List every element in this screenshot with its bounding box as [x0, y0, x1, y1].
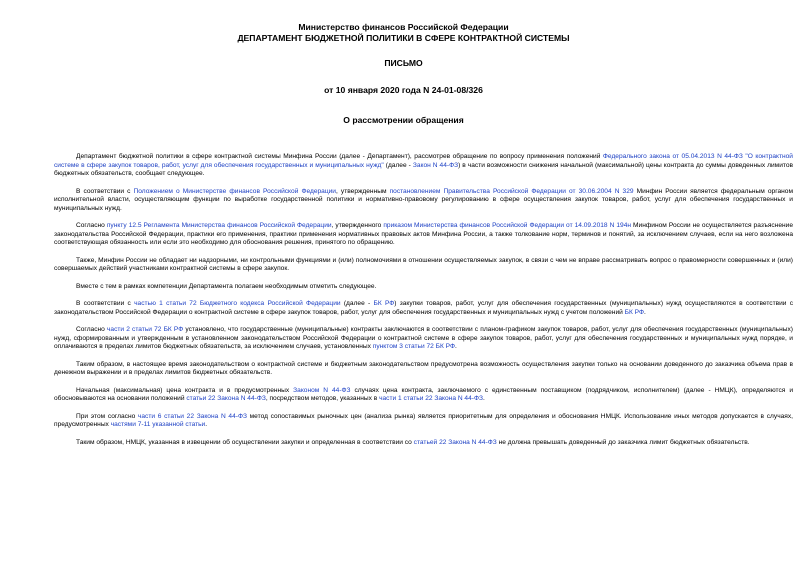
document-date-number: от 10 января 2020 года N 24-01-08/326: [324, 85, 483, 95]
legal-reference-link[interactable]: Федерального закона от 05.04.2013 N 44-ФЗ "О контрактной системе в сфере закупок товаров, работ, услуг для обеспечения государственных и муниципальных нужд": [54, 153, 793, 169]
legal-reference-link[interactable]: Закон N 44-ФЗ: [412, 161, 459, 169]
paragraph-text: В соответствии с: [76, 187, 134, 195]
paragraph-text: Согласно: [76, 222, 107, 229]
legal-reference-link[interactable]: БК РФ: [373, 300, 395, 307]
paragraph-text: установлено, что государственные (муниципальные) контракты заключаются в соответствии с планом-графиком закупок товаров, работ, услуг для обеспечения государственных (муниципальных) нужд, сформированным и утвержденным в установленном законодательством Российской Федерации о контрактной системе в сфере закупок товаров, работ, услуг для обеспечения государственных и муниципальных нужд порядке, и оплачиваются в пределах лимитов бюджетных обязательств, за исключением случаев, установленных: [54, 326, 793, 350]
legal-reference-link[interactable]: части 2 статьи 72 БК РФ: [106, 326, 184, 333]
paragraph-text: , утвержденного: [331, 222, 384, 229]
paragraph-text: , утвержденным: [336, 187, 390, 195]
paragraph-8: [54, 361, 793, 378]
legal-reference-link[interactable]: приказом Министерства финансов Российской Федерации от 14.09.2018 N 194н: [383, 222, 632, 229]
ministry-name: Министерство финансов Российской Федерации: [298, 22, 509, 32]
paragraph-text: Таким образом, НМЦК, указанная в извещении об осуществлении закупки и определенная в соответствии со: [76, 438, 414, 446]
legal-reference-link[interactable]: БК РФ: [624, 308, 644, 316]
paragraph-9: [54, 387, 793, 404]
legal-reference-link[interactable]: статьи 22 Закона N 44-ФЗ: [186, 395, 266, 402]
paragraph-text: .: [644, 308, 646, 316]
paragraph-text: Согласно: [76, 326, 107, 333]
paragraph-text: .: [205, 421, 208, 428]
paragraph-text: не должна превышать доведенный до заказчика лимит бюджетных обязательств.: [496, 438, 750, 446]
paragraph-7: [54, 326, 793, 352]
legal-reference-link[interactable]: частями 7-11 указанной статьи: [110, 421, 206, 428]
legal-reference-link[interactable]: статьей 22 Закона N 44-ФЗ: [413, 438, 497, 446]
paragraph-10: [54, 413, 793, 430]
paragraph-text: Начальная (максимальная) цена контракта и в предусмотренных: [76, 386, 294, 394]
legal-reference-link[interactable]: Положением о Министерстве финансов Российской Федерации: [133, 187, 336, 195]
legal-reference-link[interactable]: постановлением Правительства Российской Федерации от 30.06.2004 N 329: [389, 187, 634, 195]
legal-reference-link[interactable]: частью 1 статьи 72 Бюджетного кодекса Российской Федерации: [134, 300, 341, 307]
paragraph-text: (далее -: [340, 300, 374, 307]
paragraph-2: [54, 188, 793, 214]
legal-reference-link[interactable]: части 6 статьи 22 Закона N 44-ФЗ: [137, 412, 247, 420]
legal-reference-link[interactable]: пунктом 3 статьи 72 БК РФ: [372, 343, 455, 350]
paragraph-text: (далее -: [383, 161, 413, 169]
paragraph-1: [54, 153, 793, 179]
paragraph-text: .: [482, 395, 485, 402]
department-name: ДЕПАРТАМЕНТ БЮДЖЕТНОЙ ПОЛИТИКИ В СФЕРЕ КОНТРАКТНОЙ СИСТЕМЫ: [237, 33, 570, 43]
legal-reference-link[interactable]: части 1 статьи 22 Закона N 44-ФЗ: [379, 395, 483, 402]
paragraph-text: ) в части возможности снижения начальной (максимальной) цены контракта до суммы доведенных лимитов бюджетных обязательств, сообщает следующее.: [54, 161, 793, 177]
paragraph-11: [54, 439, 793, 448]
paragraph-text: Вместе с тем в рамках компетенции Департамента полагаем необходимым отметить следующее.: [76, 282, 377, 290]
paragraph-text: Минфин России является федеральным органом исполнительной власти, осуществляющим функции по выработке государственной политики и нормативно-правовому регулированию в сфере осуществления закупок товаров, работ, услуг для обеспечения государственных и муниципальных нужд.: [54, 187, 793, 212]
document-type: ПИСЬМО: [384, 58, 423, 68]
paragraph-text: , посредством методов, указанных в: [265, 395, 380, 402]
paragraph-6: [54, 300, 793, 317]
paragraph-text: Департамент бюджетной политики в сфере контрактной системы Минфина России (далее - Департамент), рассмотрев обращение по вопросу применения положений: [76, 153, 603, 160]
paragraph-text: случаях цена контракта, заключаемого с единственным поставщиком (подрядчиком, исполнителем) (далее - НМЦК), определяются и обосновываются на основании положений: [54, 386, 793, 402]
paragraph-text: В соответствии с: [76, 300, 135, 307]
legal-reference-link[interactable]: Законом N 44-ФЗ: [293, 386, 351, 394]
paragraph-3: [54, 222, 793, 248]
paragraph-4: [54, 257, 793, 274]
paragraph-text: При этом согласно: [76, 412, 138, 420]
document-subject: О рассмотрении обращения: [343, 115, 464, 125]
document-body: [54, 153, 793, 456]
paragraph-text: .: [454, 343, 457, 350]
paragraph-text: метод сопоставимых рыночных цен (анализа рынка) является приоритетным для определения и обоснования НМЦК. Использование иных методов допускается в случаях, предусмотренных: [54, 412, 793, 428]
paragraph-text: ) закупки товаров, работ, услуг для обеспечения государственных (муниципальных) нужд осуществляются в соответствии с законодательством Российской Федерации о контрактной системе в сфере закупок товаров, работ, услуг для обеспечения государственных и муниципальных нужд с учетом положений: [54, 300, 794, 316]
paragraph-text: Также, Минфин России не обладает ни надзорными, ни контрольными функциями и (или) полномочиями в отношении осуществляемых закупок, в связи с чем не вправе рассматривать вопрос о правомерности совершенных и (или) совершаемых действий участниками контрактной системы в сфере закупок.: [54, 256, 793, 272]
paragraph-text: Таким образом, в настоящее время законодательством о контрактной системе и бюджетным законодательством предусмотрена возможность осуществления закупки только на основании доведенного до заказчика объема прав в денежном выражении и в пределах лимитов бюджетных обязательств.: [54, 360, 793, 376]
legal-reference-link[interactable]: пункту 12.5 Регламента Министерства финансов Российской Федерации: [106, 222, 332, 229]
paragraph-text: Минфином России не осуществляется разъяснение законодательства Российской Федерации, практики его применения, практики применения нормативных правовых актов Минфина России, а также толкование норм, терминов и понятий, за исключением случаев, если на него возложена соответствующая обязанность или если это необходимо для обоснования решения, принятого по обращению.: [54, 222, 793, 246]
paragraph-5: [54, 283, 793, 292]
